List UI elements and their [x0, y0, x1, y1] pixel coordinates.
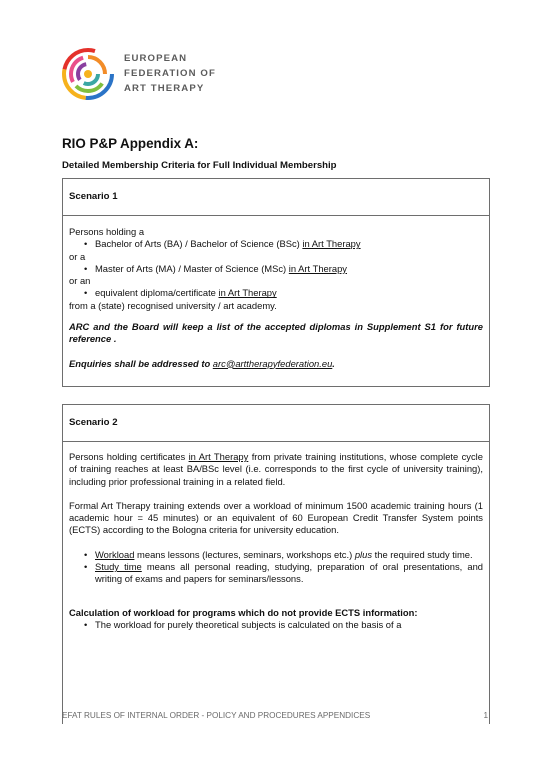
email-link[interactable]: arc@arttherapyfederation.eu: [212, 357, 333, 369]
connector-text: or an: [69, 275, 91, 287]
list-item-text: means lessons (lectures, seminars, workshops etc.): [134, 548, 355, 560]
org-name-line: EUROPEAN: [124, 53, 188, 64]
arc-note: ARC and the Board will keep a list of the accepted diplomas in Supplement S1 for future reference .: [69, 321, 483, 345]
document-subtitle: Detailed Membership Criteria for Full Individual Membership: [62, 160, 337, 171]
list-item: [69, 549, 483, 561]
term-study-time: Study time: [95, 561, 142, 573]
org-name: [124, 51, 216, 97]
list-item: [69, 263, 483, 275]
emphasis-plus: plus: [354, 548, 373, 560]
document-title: RIO P&P Appendix A:: [62, 136, 199, 151]
list-item: [69, 238, 483, 250]
scenario-1-heading: Scenario 1: [63, 179, 489, 216]
list-item-underlined: in Art Therapy: [302, 238, 361, 250]
list-item-underlined: in Art Therapy: [288, 262, 347, 274]
efat-logo-icon: [60, 46, 116, 102]
scenario-1-body: [63, 216, 489, 370]
enquiries-line: [69, 358, 483, 370]
list-item-text: the required study time.: [372, 548, 473, 560]
scenario-2-para-1: [69, 451, 483, 488]
para-text: from private training institutions, whose complete cycle of training reaches at least BA/BSc level (i.e. corresponds to the first cycle of university training), including prior professional training in a related field.: [69, 451, 483, 487]
scenario-2-para-2: Formal Art Therapy training extends over a workload of minimum 1500 academic training hours (1 academic hour = 45 minutes) or an equivalent of 60 European Credit Transfer System points (ECTS) according to the Bologna criteria for university education.: [69, 499, 483, 536]
list-item-text: Master of Arts (MA) / Master of Science (MSc): [95, 262, 289, 274]
scenario-2-body: [63, 442, 489, 631]
scenario-2-heading: Scenario 2: [63, 405, 489, 442]
calculation-heading: Calculation of workload for programs which do not provide ECTS information:: [69, 606, 418, 618]
list-item: [69, 287, 483, 299]
list-item-text: equivalent diploma/certificate: [95, 287, 219, 299]
org-name-line: FEDERATION OF: [124, 68, 216, 80]
list-item-text: Bachelor of Arts (BA) / Bachelor of Science (BSc): [95, 238, 303, 250]
para-underlined: in Art Therapy: [188, 451, 249, 462]
list-item: • The workload for purely theoretical subjects is calculated on the basis of a: [69, 619, 483, 631]
scenario-2-box: [62, 404, 490, 724]
term-workload: Workload: [95, 548, 135, 560]
connector-text: or a: [69, 250, 86, 262]
list-item: [69, 561, 483, 586]
page-footer: [62, 711, 488, 720]
enquiries-period: .: [332, 357, 335, 369]
org-name-line: ART THERAPY: [124, 83, 205, 95]
enquiries-label: Enquiries shall be addressed to: [69, 357, 213, 369]
list-item-underlined: in Art Therapy: [218, 287, 277, 299]
institution-text: from a (state) recognised university / art academy.: [69, 299, 277, 311]
scenario-1-intro: Persons holding a: [69, 226, 145, 237]
list-item-text: means all personal reading, studying, preparation of oral presentations, and writing of exams and papers for seminars/lessons.: [95, 561, 483, 585]
footer-text: EFAT RULES OF INTERNAL ORDER - POLICY AND PROCEDURES APPENDICES: [62, 711, 371, 720]
page-number: 1: [483, 711, 488, 720]
para-text: Persons holding certificates: [69, 451, 189, 462]
scenario-1-box: [62, 178, 490, 387]
